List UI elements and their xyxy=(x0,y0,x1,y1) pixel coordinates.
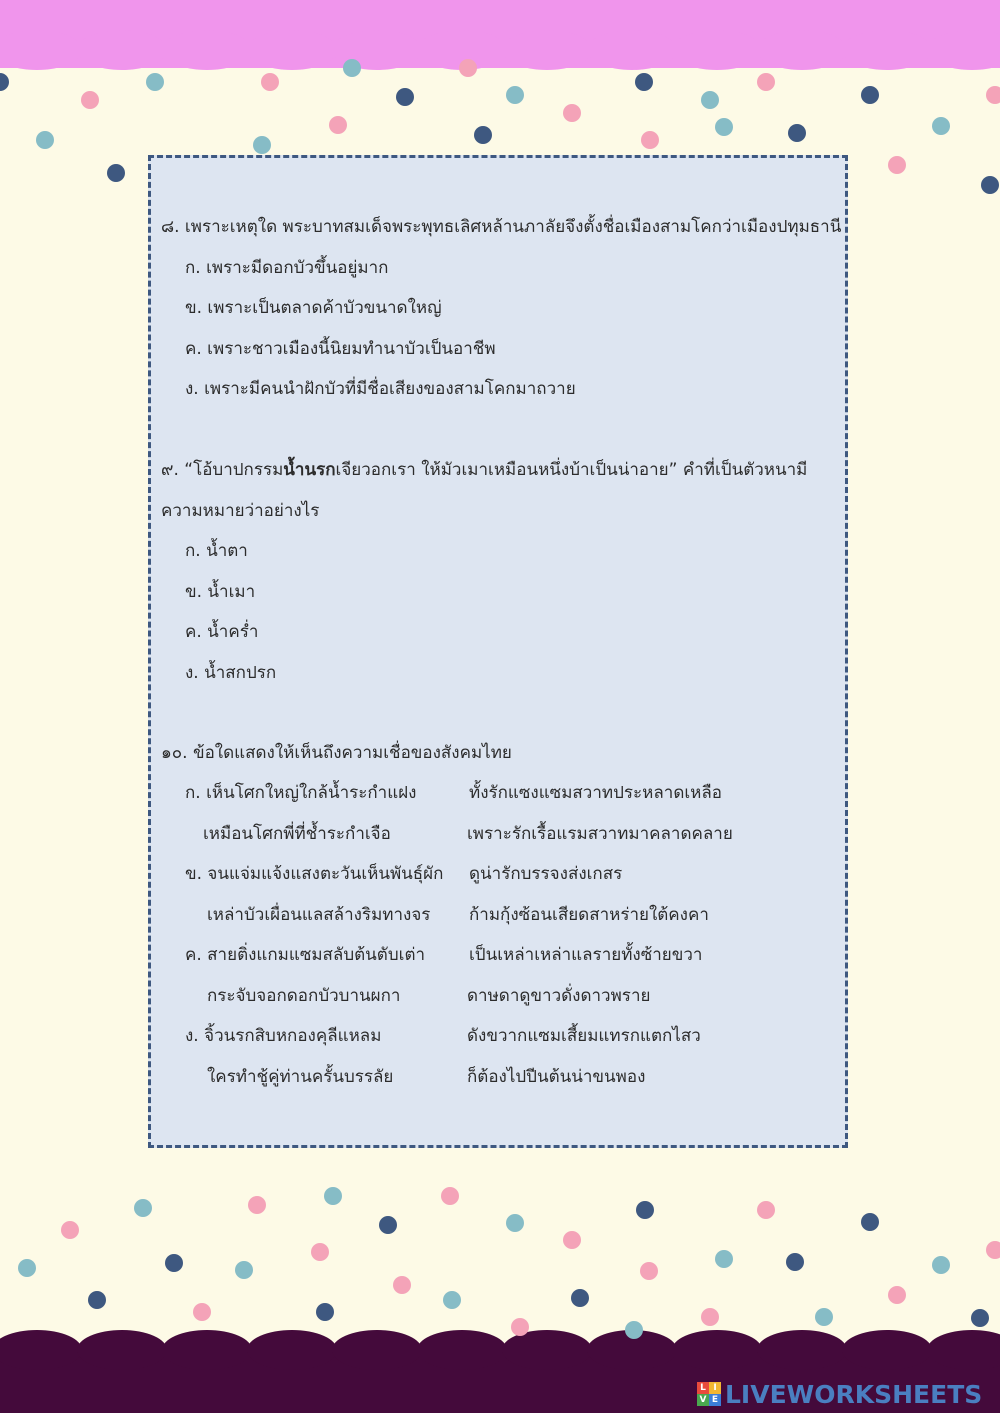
scallop-edge xyxy=(77,30,167,70)
question-8-option-a[interactable]: ก. เพราะมีดอกบัวขึ้นอยู่มาก xyxy=(185,258,389,278)
polka-dot xyxy=(625,1321,643,1339)
scallop-edge xyxy=(672,30,762,70)
question-10-option-c-line-2-right: ดาษดาดูขาวดั่งดาวพราย xyxy=(467,986,651,1006)
polka-dot xyxy=(786,1253,804,1271)
question-10-option-d-line-2-right: ก็ต้องไปปีนต้นน่าขนพอง xyxy=(467,1067,646,1087)
scallop-edge xyxy=(757,30,847,70)
polka-dot xyxy=(701,91,719,109)
polka-dot xyxy=(343,59,361,77)
polka-dot xyxy=(61,1221,79,1239)
polka-dot xyxy=(861,1213,879,1231)
polka-dot xyxy=(474,126,492,144)
polka-dot xyxy=(563,104,581,122)
question-10-option-b-line-1-left[interactable]: ข. จนแจ่มแจ้งแสงตะวันเห็นพันธุ์ผัก xyxy=(185,864,444,884)
polka-dot xyxy=(511,1318,529,1336)
question-10-option-c-line-1-right: เป็นเหล่าเหล่าแลรายทั้งซ้ายขวา xyxy=(469,945,703,965)
scallop-edge xyxy=(502,1330,592,1370)
polka-dot xyxy=(107,164,125,182)
liveworksheets-wordmark: LIVEWORKSHEETS xyxy=(725,1379,983,1409)
scallop-edge xyxy=(247,1330,337,1370)
logo-letter: E xyxy=(709,1394,721,1406)
polka-dot xyxy=(932,1256,950,1274)
question-8-option-c[interactable]: ค. เพราะชาวเมืองนี้นิยมทำนาบัวเป็นอาชีพ xyxy=(185,339,496,359)
polka-dot xyxy=(396,88,414,106)
scallop-edge xyxy=(247,30,337,70)
polka-dot xyxy=(986,1241,1000,1259)
polka-dot xyxy=(253,136,271,154)
question-9-stem xyxy=(161,456,807,483)
polka-dot xyxy=(235,1261,253,1279)
polka-dot xyxy=(635,73,653,91)
scallop-edge xyxy=(842,30,932,70)
polka-dot xyxy=(715,1250,733,1268)
question-10-option-a-line-2-right: เพราะรักเรื้อแรมสวาทมาคลาดคลาย xyxy=(467,824,733,844)
polka-dot xyxy=(506,1214,524,1232)
question-9-stem-start: ๙. “โอ้บาปกรรม xyxy=(161,460,284,480)
scallop-edge xyxy=(77,1330,167,1370)
scallop-edge xyxy=(0,1330,82,1370)
question-10-option-b-line-2-right: ก้ามกุ้งซ้อนเสียดสาหร่ายใต้คงคา xyxy=(469,905,709,925)
liveworksheets-brand[interactable] xyxy=(697,1378,982,1410)
logo-letter: V xyxy=(697,1394,709,1406)
polka-dot xyxy=(459,59,477,77)
scallop-edge xyxy=(162,30,252,70)
scallop-edge xyxy=(927,30,1000,70)
polka-dot xyxy=(18,1259,36,1277)
polka-dot xyxy=(971,1309,989,1327)
polka-dot xyxy=(393,1276,411,1294)
polka-dot xyxy=(640,1262,658,1280)
top-scallop-band xyxy=(0,0,1000,68)
question-10-option-a-line-1-right: ทั้งรักแซงแซมสวาทประหลาดเหลือ xyxy=(469,783,723,803)
question-10-option-b-line-1-right: ดูน่ารักบรรจงส่งเกสร xyxy=(469,864,623,884)
scallop-edge xyxy=(162,1330,252,1370)
question-10-stem: ๑๐. ข้อใดแสดงให้เห็นถึงความเชื่อของสังคมไทย xyxy=(161,743,512,763)
polka-dot xyxy=(379,1216,397,1234)
polka-dot xyxy=(506,86,524,104)
polka-dot xyxy=(134,1199,152,1217)
polka-dot xyxy=(571,1289,589,1307)
polka-dot xyxy=(81,91,99,109)
polka-dot xyxy=(981,176,999,194)
polka-dot xyxy=(193,1303,211,1321)
question-9-option-c[interactable]: ค. น้ำคร่ำ xyxy=(185,622,259,642)
polka-dot xyxy=(88,1291,106,1309)
polka-dot xyxy=(861,86,879,104)
polka-dot xyxy=(316,1303,334,1321)
polka-dot xyxy=(888,156,906,174)
scallop-edge xyxy=(587,30,677,70)
scallop-edge xyxy=(332,1330,422,1370)
polka-dot xyxy=(441,1187,459,1205)
question-10-option-d-line-2-left: ใครทำชู้คู่ท่านครั้นบรรลัย xyxy=(207,1067,394,1087)
question-8-stem: ๘. เพราะเหตุใด พระบาทสมเด็จพระพุทธเลิศหล้านภาลัยจึงตั้งชื่อเมืองสามโคกว่าเมืองปทุมธานี xyxy=(161,217,842,237)
polka-dot xyxy=(715,118,733,136)
polka-dot xyxy=(165,1254,183,1272)
polka-dot xyxy=(701,1308,719,1326)
liveworksheets-logo-icon xyxy=(697,1382,721,1406)
scallop-edge xyxy=(502,30,592,70)
question-9-bold-term: น้ำนรก xyxy=(283,460,336,480)
logo-letter: I xyxy=(709,1382,721,1394)
question-9-stem-line-2: ความหมายว่าอย่างไร xyxy=(161,501,320,521)
question-10-option-a-line-2-left: เหมือนโศกพี่ที่ช้ำระกำเจือ xyxy=(203,824,391,844)
question-10-option-a-line-1-left[interactable]: ก. เห็นโศกใหญ่ใกล้น้ำระกำแฝง xyxy=(185,783,417,803)
polka-dot xyxy=(248,1196,266,1214)
polka-dot xyxy=(261,73,279,91)
question-8-option-b[interactable]: ข. เพราะเป็นตลาดค้าบัวขนาดใหญ่ xyxy=(185,298,442,318)
polka-dot xyxy=(443,1291,461,1309)
scallop-edge xyxy=(757,1330,847,1370)
polka-dot xyxy=(788,124,806,142)
scallop-edge xyxy=(0,30,82,70)
polka-dot xyxy=(0,73,9,91)
question-9-option-a[interactable]: ก. น้ำตา xyxy=(185,541,248,561)
question-10-option-b-line-2-left: เหล่าบัวเผื่อนแลสล้างริมทางจร xyxy=(207,905,431,925)
polka-dot xyxy=(757,73,775,91)
question-10-option-c-line-1-left[interactable]: ค. สายติ่งแกมแซมสลับต้นตับเต่า xyxy=(185,945,426,965)
polka-dot xyxy=(641,131,659,149)
polka-dot xyxy=(636,1201,654,1219)
scallop-edge xyxy=(842,1330,932,1370)
polka-dot xyxy=(324,1187,342,1205)
scallop-edge xyxy=(927,1330,1000,1370)
polka-dot xyxy=(757,1201,775,1219)
question-10-option-c-line-2-left: กระจับจอกดอกบัวบานผกา xyxy=(207,986,401,1006)
polka-dot xyxy=(146,73,164,91)
polka-dot xyxy=(932,117,950,135)
scallop-edge xyxy=(417,1330,507,1370)
question-9-option-d[interactable]: ง. น้ำสกปรก xyxy=(185,663,277,683)
logo-letter: L xyxy=(697,1382,709,1394)
question-8-option-d[interactable]: ง. เพราะมีคนนำฝักบัวที่มีชื่อเสียงของสามโคกมาถวาย xyxy=(185,379,576,399)
question-9-option-b[interactable]: ข. น้ำเมา xyxy=(185,582,256,602)
worksheet-card xyxy=(148,155,848,1148)
polka-dot xyxy=(986,86,1000,104)
scallop-edge xyxy=(672,1330,762,1370)
question-9-stem-end: เจียวอกเรา ให้มัวเมาเหมือนหนึ่งบ้าเป็นน่าอาย” คำที่เป็นตัวหนามี xyxy=(335,460,808,480)
polka-dot xyxy=(36,131,54,149)
polka-dot xyxy=(329,116,347,134)
question-10-option-d-line-1-left[interactable]: ง. จิ้วนรกสิบหกองคุลีแหลม xyxy=(185,1026,382,1046)
polka-dot xyxy=(563,1231,581,1249)
polka-dot xyxy=(311,1243,329,1261)
polka-dot xyxy=(815,1308,833,1326)
polka-dot xyxy=(888,1286,906,1304)
question-10-option-d-line-1-right: ดังขวากแซมเสี้ยมแทรกแตกไสว xyxy=(467,1026,701,1046)
